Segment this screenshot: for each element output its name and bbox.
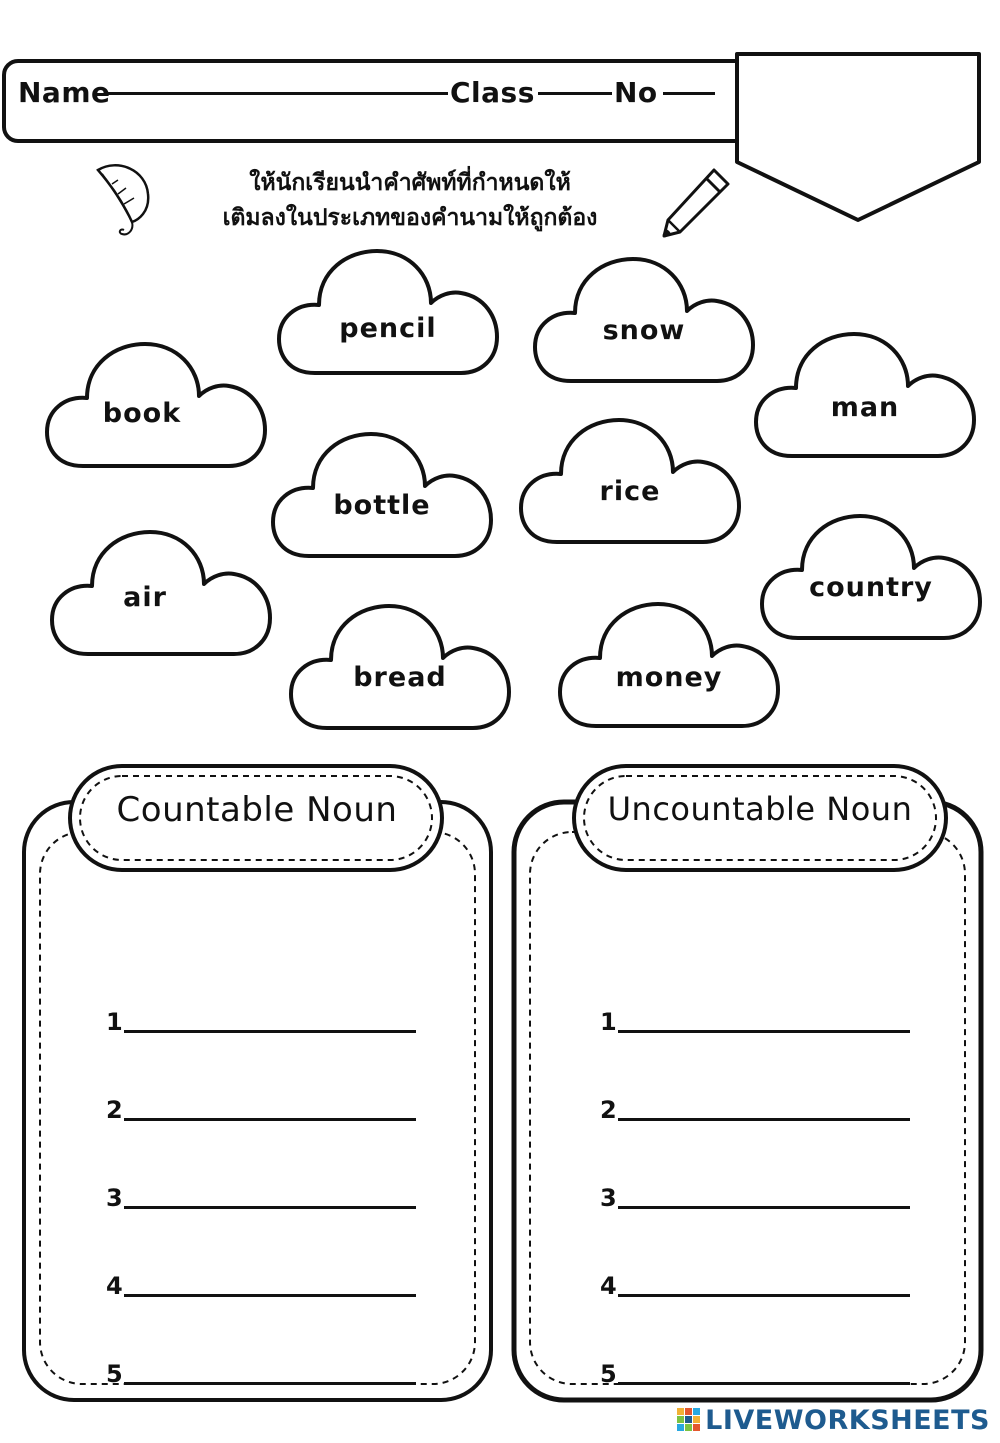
uncountable-answer-line[interactable] xyxy=(600,1172,910,1212)
countable-answer-line[interactable] xyxy=(106,1172,416,1212)
class-label: Class xyxy=(450,76,535,109)
line-number: 4 xyxy=(600,1272,617,1300)
line-number: 1 xyxy=(600,1008,617,1036)
line-number: 3 xyxy=(106,1184,123,1212)
uncountable-answer-line[interactable] xyxy=(600,1260,910,1300)
number-field[interactable] xyxy=(663,92,715,95)
word-text: man xyxy=(830,392,900,423)
word-cloud-man[interactable] xyxy=(752,328,978,470)
countable-noun-title: Countable Noun xyxy=(116,790,398,830)
line-number: 1 xyxy=(106,1008,123,1036)
uncountable-answer-line[interactable] xyxy=(600,1084,910,1124)
word-cloud-pencil[interactable] xyxy=(275,245,501,387)
word-text: country xyxy=(809,572,933,603)
word-text: bread xyxy=(353,662,447,693)
uncountable-answer-line[interactable] xyxy=(600,996,910,1036)
word-cloud-country[interactable] xyxy=(758,510,984,652)
countable-answer-line[interactable] xyxy=(106,1348,416,1388)
word-cloud-rice[interactable] xyxy=(517,414,743,556)
word-text: air xyxy=(123,582,167,613)
name-field[interactable] xyxy=(106,92,448,95)
uncountable-answer-line[interactable] xyxy=(600,1348,910,1388)
word-text: pencil xyxy=(339,313,437,344)
word-text: book xyxy=(102,398,182,429)
score-badge xyxy=(733,50,985,230)
word-cloud-book[interactable] xyxy=(43,338,269,480)
word-text: snow xyxy=(602,315,686,346)
word-cloud-bread[interactable] xyxy=(287,600,513,742)
brand-grid-icon xyxy=(677,1408,701,1439)
number-label: No xyxy=(614,76,658,109)
line-number: 4 xyxy=(106,1272,123,1300)
word-text: money xyxy=(615,662,723,693)
instruction-line-2: เติมลงในประเภทของคำนามให้ถูกต้อง xyxy=(222,205,598,231)
line-number: 5 xyxy=(600,1360,617,1388)
word-cloud-money[interactable] xyxy=(556,598,782,740)
word-text: bottle xyxy=(333,490,431,521)
line-number: 2 xyxy=(106,1096,123,1124)
instruction-line-1: ให้นักเรียนนำคำศัพท์ที่กำหนดให้ xyxy=(249,170,571,196)
name-label: Name xyxy=(18,76,111,109)
word-text: rice xyxy=(599,476,661,507)
pencil-icon xyxy=(660,166,732,242)
countable-answer-line[interactable] xyxy=(106,996,416,1036)
countable-answer-line[interactable] xyxy=(106,1084,416,1124)
uncountable-noun-jar xyxy=(510,760,985,1405)
feather-icon xyxy=(88,160,156,248)
line-number: 5 xyxy=(106,1360,123,1388)
word-cloud-bottle[interactable] xyxy=(269,428,495,570)
uncountable-noun-title: Uncountable Noun xyxy=(607,790,913,828)
line-number: 2 xyxy=(600,1096,617,1124)
word-cloud-snow[interactable] xyxy=(531,253,757,395)
countable-noun-jar xyxy=(20,760,495,1405)
countable-answer-line[interactable] xyxy=(106,1260,416,1300)
class-field[interactable] xyxy=(538,92,612,95)
liveworksheets-logo: LIVEWORKSHEETS xyxy=(677,1405,990,1439)
word-cloud-air[interactable] xyxy=(48,526,274,668)
line-number: 3 xyxy=(600,1184,617,1212)
